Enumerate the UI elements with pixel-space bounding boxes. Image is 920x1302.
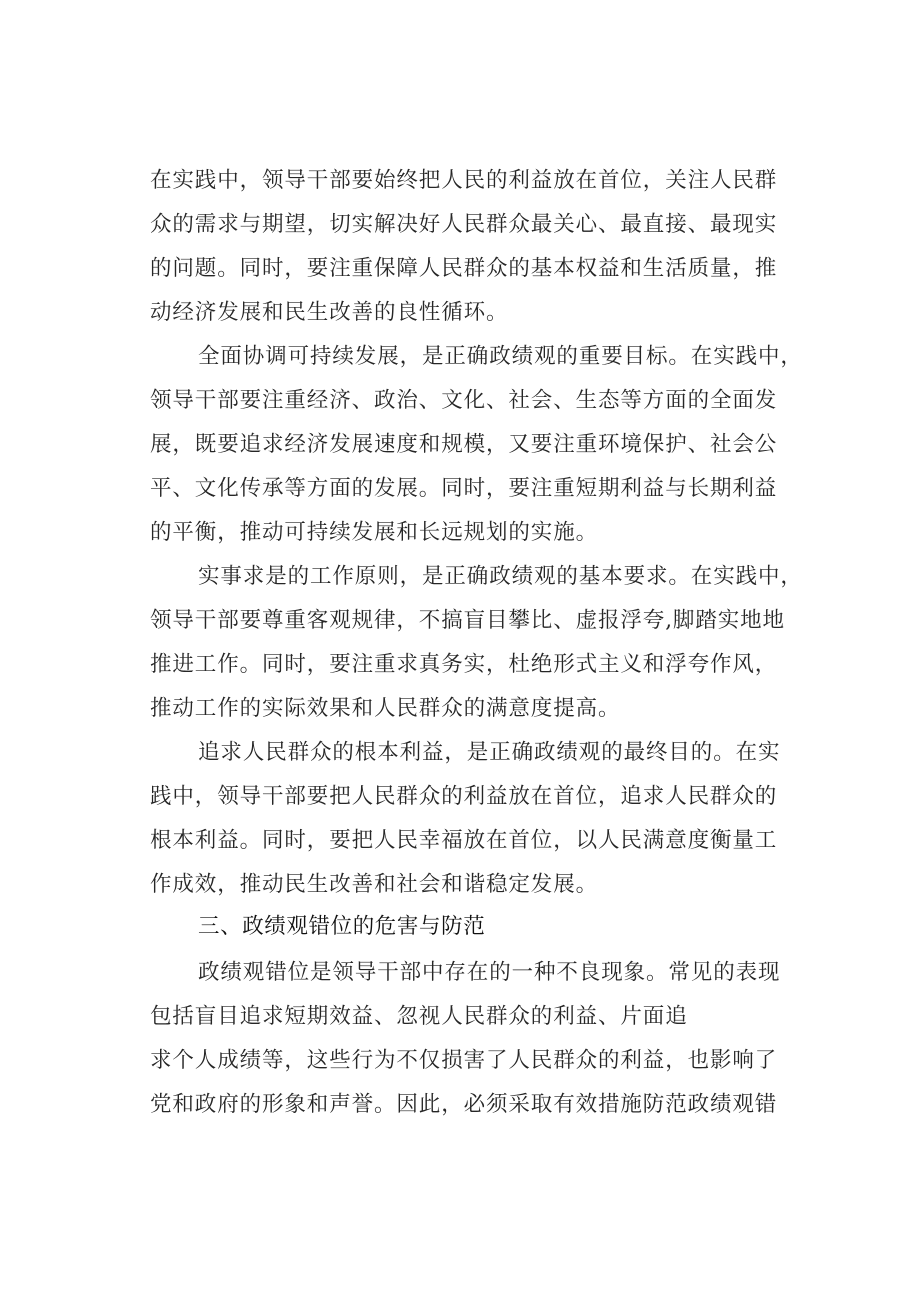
paragraph-3-line-4: 推动工作的实际效果和人民群众的满意度提高。	[150, 696, 621, 721]
paragraph-1-line-2: 众的需求与期望，切实解决好人民群众最关心、最直接、最现实	[150, 212, 778, 237]
final-paragraph-line-2: 包括盲目追求短期效益、忽视人民群众的利益、片面追	[150, 1004, 688, 1029]
paragraph-2-line-2: 领导干部要注重经济、政治、文化、社会、生态等方面的全面发	[150, 388, 778, 413]
final-paragraph-line-4: 党和政府的形象和声誉。因此，必须采取有效措施防范政绩观错	[150, 1092, 778, 1117]
paragraph-4-line-4: 作成效，推动民生改善和社会和谐稳定发展。	[150, 872, 599, 897]
paragraph-1-line-1: 在实践中，领导干部要始终把人民的利益放在首位，关注人民群	[150, 168, 778, 193]
section-heading: 三、政绩观错位的危害与防范	[198, 914, 486, 939]
paragraph-1-line-3: 的问题。同时，要注重保障人民群众的基本权益和生活质量，推	[150, 256, 778, 281]
paragraph-2-line-5: 的平衡，推动可持续发展和长远规划的实施。	[150, 520, 599, 545]
paragraph-4-line-2: 践中，领导干部要把人民群众的利益放在首位，追求人民群众的	[150, 784, 778, 809]
paragraph-2-line-4: 平、文化传承等方面的发展。同时，要注重短期利益与长期利益	[150, 476, 778, 501]
paragraph-2-line-3: 展，既要追求经济发展速度和规模，又要注重环境保护、社会公	[150, 432, 778, 457]
paragraph-1-line-4: 动经济发展和民生改善的良性循环。	[150, 300, 509, 325]
paragraph-2-line-1: 全面协调可持续发展，是正确政绩观的重要目标。在实践中，	[198, 344, 803, 369]
paragraph-3-line-2: 领导干部要尊重客观规律，不搞盲目攀比、虚报浮夸,脚踏实地地	[150, 608, 785, 633]
final-paragraph-line-1: 政绩观错位是领导干部中存在的一种不良现象。常见的表现	[198, 960, 781, 985]
final-paragraph-line-3: 求个人成绩等，这些行为不仅损害了人民群众的利益，也影响了	[150, 1048, 778, 1073]
paragraph-4-line-1: 追求人民群众的根本利益，是正确政绩观的最终目的。在实	[198, 740, 781, 765]
paragraph-3-line-3: 推进工作。同时，要注重求真务实，杜绝形式主义和浮夸作风，	[150, 652, 778, 677]
paragraph-3-line-1: 实事求是的工作原则，是正确政绩观的基本要求。在实践中，	[198, 564, 803, 589]
paragraph-4-line-3: 根本利益。同时，要把人民幸福放在首位，以人民满意度衡量工	[150, 828, 778, 853]
